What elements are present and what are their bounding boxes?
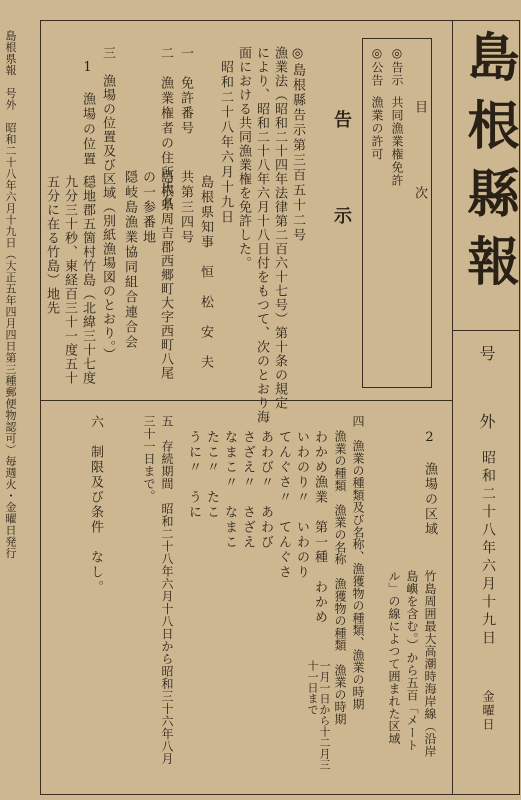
catch-row-4: あわび〃 あわび — [258, 430, 273, 550]
item-1-value: 共第三四号 — [178, 170, 193, 245]
catch-row-7: たこ〃 たこ — [204, 430, 219, 520]
notice-body-2: により、昭和二十八年六月十八日付をもつて、次のとおり海 — [254, 46, 269, 424]
item-3-location-1: 穏地郡五箇村竹島（北緯三十七度 — [80, 175, 95, 385]
item-area-3: ル」の線によつて囲まれた区域 — [387, 570, 401, 745]
contents-item-label-1: ◎告示 — [390, 46, 404, 87]
notice-number: ◎島根縣告示第三百五十二号 — [290, 46, 305, 243]
item-3-location-3: 五分に在る竹島）地先 — [44, 175, 59, 315]
notice-body-3: 面における共同漁業権を免許した。 — [236, 46, 251, 270]
item-2-label: 二 漁業権者の住所氏名 — [158, 46, 173, 211]
catch-row-1: わかめ漁業 第一種 わかめ — [312, 430, 327, 625]
item-5: 五 存続期間 昭和二十八年六月十八日から昭和三十六年八月三十一日まで。 — [142, 415, 174, 765]
margin-text: 島根県報 号外 昭和二十八年六月十九日（大正五年四月四日第三種郵便物認可）毎週火・金曜日発行 — [4, 30, 17, 559]
item-area-label: 2 漁場の区域 — [422, 430, 437, 537]
masthead-weekday: 金曜日 — [481, 690, 495, 732]
notice-body-1: 漁業法（昭和二十四年法律第二百六十七号）第十条の規定 — [272, 46, 287, 410]
contents-item-text-2: 漁業の許可 — [370, 96, 384, 161]
catch-row-6: なまこ〃 なまこ — [222, 430, 237, 550]
contents-heading: 目 次 — [412, 100, 427, 229]
contents-item-text-1: 共同漁業権免許 — [390, 96, 404, 187]
item-4-header: 漁業の種類 漁業の名称 漁獲物の種類 漁業の時期 — [333, 430, 347, 726]
catch-row-5: さざえ〃 さざえ — [240, 430, 255, 550]
item-3-location-2: 九分三十秒、東経百三十一度五十 — [62, 175, 77, 385]
item-4-label: 四 漁業の種類及び名称、漁獲物の種類、漁業の時期 — [351, 415, 365, 711]
notice-signature: 島根県知事 恒 松 安 夫 — [198, 175, 213, 370]
masthead-divider — [452, 20, 453, 795]
item-3-sub: 1 漁場の位置 — [80, 60, 95, 167]
item-2-value-cont: の一参番地 — [140, 170, 155, 245]
notice-date: 昭和二十八年六月十九日 — [218, 60, 233, 225]
item-3-label: 三 漁場の位置及び区域（別紙漁場図のとおり。） — [100, 46, 115, 362]
mid-divider — [40, 400, 452, 401]
item-1-label: 一 免許番号 — [178, 46, 193, 136]
catch-row-8: うに〃 うに — [186, 430, 201, 520]
section-heading: 告 示 — [331, 110, 352, 254]
item-2-value: 島根県周吉郡西郷町大字西町八尾 — [158, 170, 173, 380]
item-area-1: 竹島周囲最大高潮時海岸線（沿岸 — [423, 570, 437, 758]
fishing-period: 一月一日から十二月三十一日まで — [306, 660, 331, 770]
masthead-title: 島根縣報 — [458, 30, 519, 302]
masthead-split — [452, 330, 520, 331]
item-6: 六 制限及び条件 なし。 — [88, 415, 103, 595]
item-2-org: 隠岐島漁業協同組合連合会 — [122, 170, 137, 350]
contents-item-label-2: ◎公告 — [370, 46, 384, 87]
masthead-date: 昭和二十八年六月十九日 — [480, 450, 496, 648]
item-area-2: 島嶼を含む。）から五百「メート — [405, 570, 419, 752]
catch-row-3: てんぐさ〃 てんぐさ — [276, 430, 291, 580]
masthead-issue: 号 外 — [477, 345, 496, 447]
catch-row-2: いわのり〃 いわのり — [294, 430, 309, 580]
